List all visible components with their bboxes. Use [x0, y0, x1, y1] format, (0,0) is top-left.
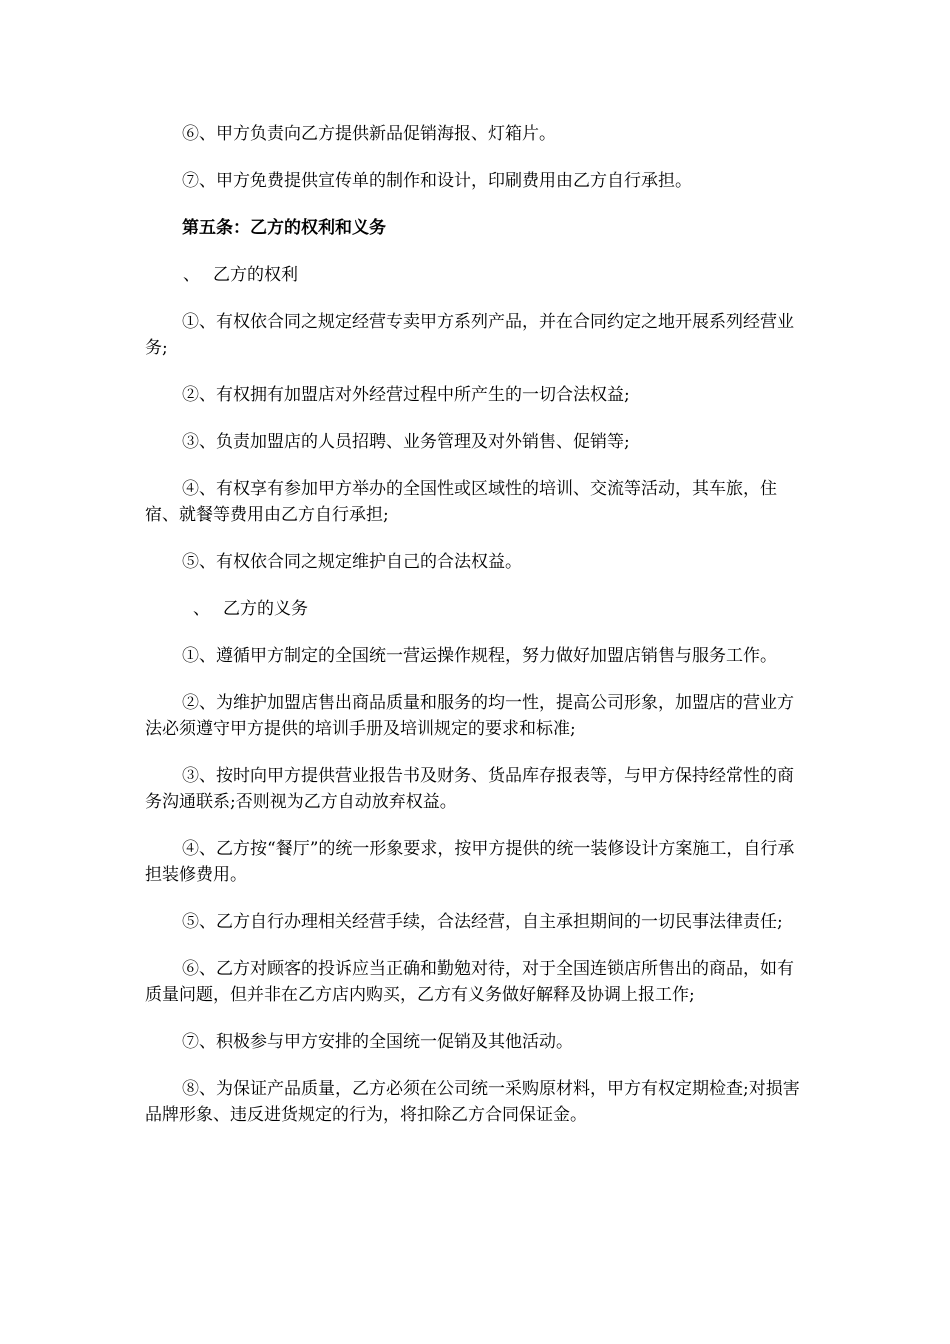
clause-item: ⑥、甲方负责向乙方提供新品促销海报、灯箱片。: [182, 124, 556, 144]
article-heading: 第五条：乙方的权利和义务: [182, 218, 386, 238]
section-title: 乙方的义务: [223, 599, 308, 619]
obligation-item: ⑧、为保证产品质量，乙方必须在公司统一采购原材料，甲方有权定期检查;对损害品牌形象、违反进货规定的行为，将扣除乙方合同保证金。: [145, 1079, 800, 1125]
obligation-item: ⑥、乙方对顾客的投诉应当正确和勤勉对待，对于全国连锁店所售出的商品，如有质量问题，但并非在乙方店内购买，乙方有义务做好解释及协调上报工作;: [145, 959, 794, 1005]
obligation-item: ⑤、乙方自行办理相关经营手续，合法经营，自主承担期间的一切民事法律责任;: [182, 912, 783, 932]
obligation-item: ③、按时向甲方提供营业报告书及财务、货品库存报表等，与甲方保持经常性的商务沟通联系;否则视为乙方自动放弃权益。: [145, 766, 794, 812]
obligation-item: ⑦、积极参与甲方安排的全国统一促销及其他活动。: [182, 1032, 573, 1052]
obligation-item: ②、为维护加盟店售出商品质量和服务的均一性，提高公司形象，加盟店的营业方法必须遵守甲方提供的培训手册及培训规定的要求和标准;: [145, 693, 794, 739]
clause-item: ⑦、甲方免费提供宣传单的制作和设计，印刷费用由乙方自行承担。: [182, 171, 692, 191]
document-body: [145, 121, 805, 1149]
section-title: 乙方的权利: [213, 265, 298, 285]
rights-item: ⑤、有权依合同之规定维护自己的合法权益。: [182, 552, 522, 572]
rights-item: ①、有权依合同之规定经营专卖甲方系列产品，并在合同约定之地开展系列经营业务;: [145, 312, 794, 358]
rights-item: ③、负责加盟店的人员招聘、业务管理及对外销售、促销等;: [182, 432, 630, 452]
section-heading-obligations: [145, 596, 805, 622]
obligation-item: ①、遵循甲方制定的全国统一营运操作规程，努力做好加盟店销售与服务工作。: [182, 646, 777, 666]
rights-item: ④、有权享有参加甲方举办的全国性或区域性的培训、交流等活动，其车旅，住宿、就餐等费用由乙方自行承担;: [145, 479, 777, 525]
section-marker: 、: [193, 599, 210, 619]
obligation-item: ④、乙方按“餐厅”的统一形象要求，按甲方提供的统一装修设计方案施工，自行承担装修费用。: [145, 839, 795, 885]
rights-item: ②、有权拥有加盟店对外经营过程中所产生的一切合法权益;: [182, 385, 630, 405]
section-heading-rights: [145, 262, 805, 288]
section-marker: 、: [183, 265, 200, 285]
